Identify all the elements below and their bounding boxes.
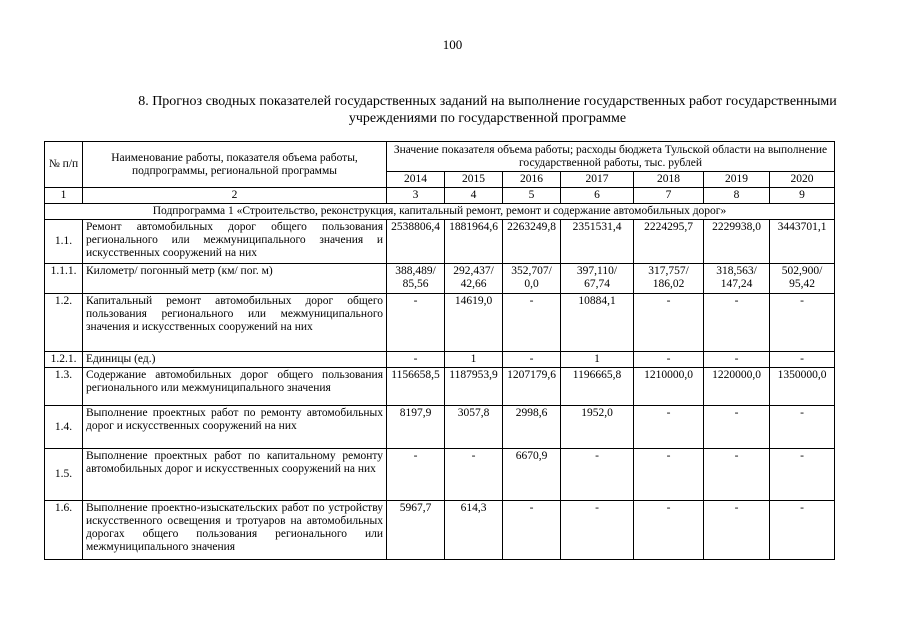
- subprogram-title: Подпрограмма 1 «Строительство, реконструкция, капитальный ремонт, ремонт и содержание автомобильных дорог»: [45, 204, 835, 220]
- row-number: 1.4.: [45, 406, 83, 449]
- year-header: 2015: [445, 172, 503, 188]
- value-cell: 2224295,7: [634, 220, 704, 264]
- column-number: 5: [503, 188, 561, 204]
- year-header: 2020: [770, 172, 835, 188]
- value-cell: -: [704, 449, 770, 501]
- table-row: [45, 368, 835, 406]
- value-cell: -: [634, 294, 704, 352]
- table-row: [45, 352, 835, 368]
- value-cell: -: [634, 406, 704, 449]
- value-cell: 3057,8: [445, 406, 503, 449]
- value-cell: 14619,0: [445, 294, 503, 352]
- indicators-table: [44, 141, 835, 560]
- value-cell: -: [704, 294, 770, 352]
- value-cell: 3443701,1: [770, 220, 835, 264]
- row-number: 1.2.1.: [45, 352, 83, 368]
- value-cell: -: [445, 449, 503, 501]
- column-number: 8: [704, 188, 770, 204]
- table-row: [45, 264, 835, 294]
- table-row: [45, 406, 835, 449]
- value-cell: 1156658,5: [387, 368, 445, 406]
- value-cell: 5967,7: [387, 501, 445, 560]
- value-cell: -: [770, 501, 835, 560]
- header-row: [45, 142, 835, 172]
- row-name: Выполнение проектных работ по ремонту автомобильных дорог и искусственных сооружений на них: [83, 406, 387, 449]
- year-header: 2019: [704, 172, 770, 188]
- value-cell: 1207179,6: [503, 368, 561, 406]
- value-cell: 397,110/ 67,74: [561, 264, 634, 294]
- row-number: 1.5.: [45, 449, 83, 501]
- row-name: Выполнение проектных работ по капитальному ремонту автомобильных дорог и искусственных сооружений на них: [83, 449, 387, 501]
- value-cell: -: [387, 294, 445, 352]
- row-number: 1.1.: [45, 220, 83, 264]
- value-cell: 1: [445, 352, 503, 368]
- value-cell: 1210000,0: [634, 368, 704, 406]
- value-cell: -: [387, 352, 445, 368]
- value-cell: -: [770, 352, 835, 368]
- year-header: 2018: [634, 172, 704, 188]
- value-cell: 352,707/ 0,0: [503, 264, 561, 294]
- value-cell: 292,437/ 42,66: [445, 264, 503, 294]
- column-number: 9: [770, 188, 835, 204]
- value-cell: 2538806,4: [387, 220, 445, 264]
- document-heading: 8. Прогноз сводных показателей государственных заданий на выполнение государственных работ государственными учреждениями по государственной программе: [138, 94, 837, 126]
- column-number: 4: [445, 188, 503, 204]
- value-cell: -: [634, 352, 704, 368]
- value-cell: -: [770, 294, 835, 352]
- value-cell: -: [634, 449, 704, 501]
- row-name: Капитальный ремонт автомобильных дорог общего пользования регионального или межмуниципального значения и искусственных сооружений на них: [83, 294, 387, 352]
- row-name: Выполнение проектно-изыскательских работ по устройству искусственного освещения и тротуаров на автомобильных дорогах общего пользования регионального или межмуниципального значения: [83, 501, 387, 560]
- value-cell: -: [503, 294, 561, 352]
- column-number: 2: [83, 188, 387, 204]
- value-cell: -: [770, 449, 835, 501]
- row-number: 1.6.: [45, 501, 83, 560]
- subprogram-row: [45, 204, 835, 220]
- value-cell: 1881964,6: [445, 220, 503, 264]
- value-cell: 388,489/ 85,56: [387, 264, 445, 294]
- header-values: Значение показателя объема работы; расходы бюджета Тульской области на выполнение государственной работы, тыс. рублей: [387, 142, 835, 172]
- column-number: 1: [45, 188, 83, 204]
- row-number: 1.2.: [45, 294, 83, 352]
- value-cell: 2998,6: [503, 406, 561, 449]
- value-cell: -: [704, 406, 770, 449]
- value-cell: 2229938,0: [704, 220, 770, 264]
- table-row: [45, 501, 835, 560]
- year-header: 2017: [561, 172, 634, 188]
- value-cell: 2263249,8: [503, 220, 561, 264]
- value-cell: 1220000,0: [704, 368, 770, 406]
- value-cell: 317,757/ 186,02: [634, 264, 704, 294]
- value-cell: 318,563/ 147,24: [704, 264, 770, 294]
- value-cell: 1952,0: [561, 406, 634, 449]
- row-name: Ремонт автомобильных дорог общего пользования регионального или межмуниципального значения и искусственных сооружений на них: [83, 220, 387, 264]
- value-cell: 8197,9: [387, 406, 445, 449]
- column-number: 6: [561, 188, 634, 204]
- column-numbers-row: [45, 188, 835, 204]
- row-name: Километр/ погонный метр (км/ пог. м): [83, 264, 387, 294]
- value-cell: 1196665,8: [561, 368, 634, 406]
- value-cell: -: [561, 501, 634, 560]
- value-cell: 6670,9: [503, 449, 561, 501]
- value-cell: -: [704, 352, 770, 368]
- value-cell: -: [634, 501, 704, 560]
- table-row: [45, 449, 835, 501]
- value-cell: -: [770, 406, 835, 449]
- table-row: [45, 294, 835, 352]
- header-name: Наименование работы, показателя объема работы, подпрограммы, региональной программы: [83, 142, 387, 188]
- value-cell: 1: [561, 352, 634, 368]
- column-number: 3: [387, 188, 445, 204]
- value-cell: 10884,1: [561, 294, 634, 352]
- row-name: Единицы (ед.): [83, 352, 387, 368]
- value-cell: -: [503, 352, 561, 368]
- value-cell: -: [387, 449, 445, 501]
- row-number: 1.1.1.: [45, 264, 83, 294]
- value-cell: -: [561, 449, 634, 501]
- row-number: 1.3.: [45, 368, 83, 406]
- value-cell: 1187953,9: [445, 368, 503, 406]
- value-cell: 1350000,0: [770, 368, 835, 406]
- value-cell: 614,3: [445, 501, 503, 560]
- header-no: № п/п: [45, 142, 83, 188]
- value-cell: -: [704, 501, 770, 560]
- value-cell: -: [503, 501, 561, 560]
- table-row: [45, 220, 835, 264]
- value-cell: 2351531,4: [561, 220, 634, 264]
- column-number: 7: [634, 188, 704, 204]
- page-number: 100: [442, 37, 463, 52]
- year-header: 2016: [503, 172, 561, 188]
- value-cell: 502,900/ 95,42: [770, 264, 835, 294]
- row-name: Содержание автомобильных дорог общего пользования регионального или межмуниципального значения: [83, 368, 387, 406]
- year-header: 2014: [387, 172, 445, 188]
